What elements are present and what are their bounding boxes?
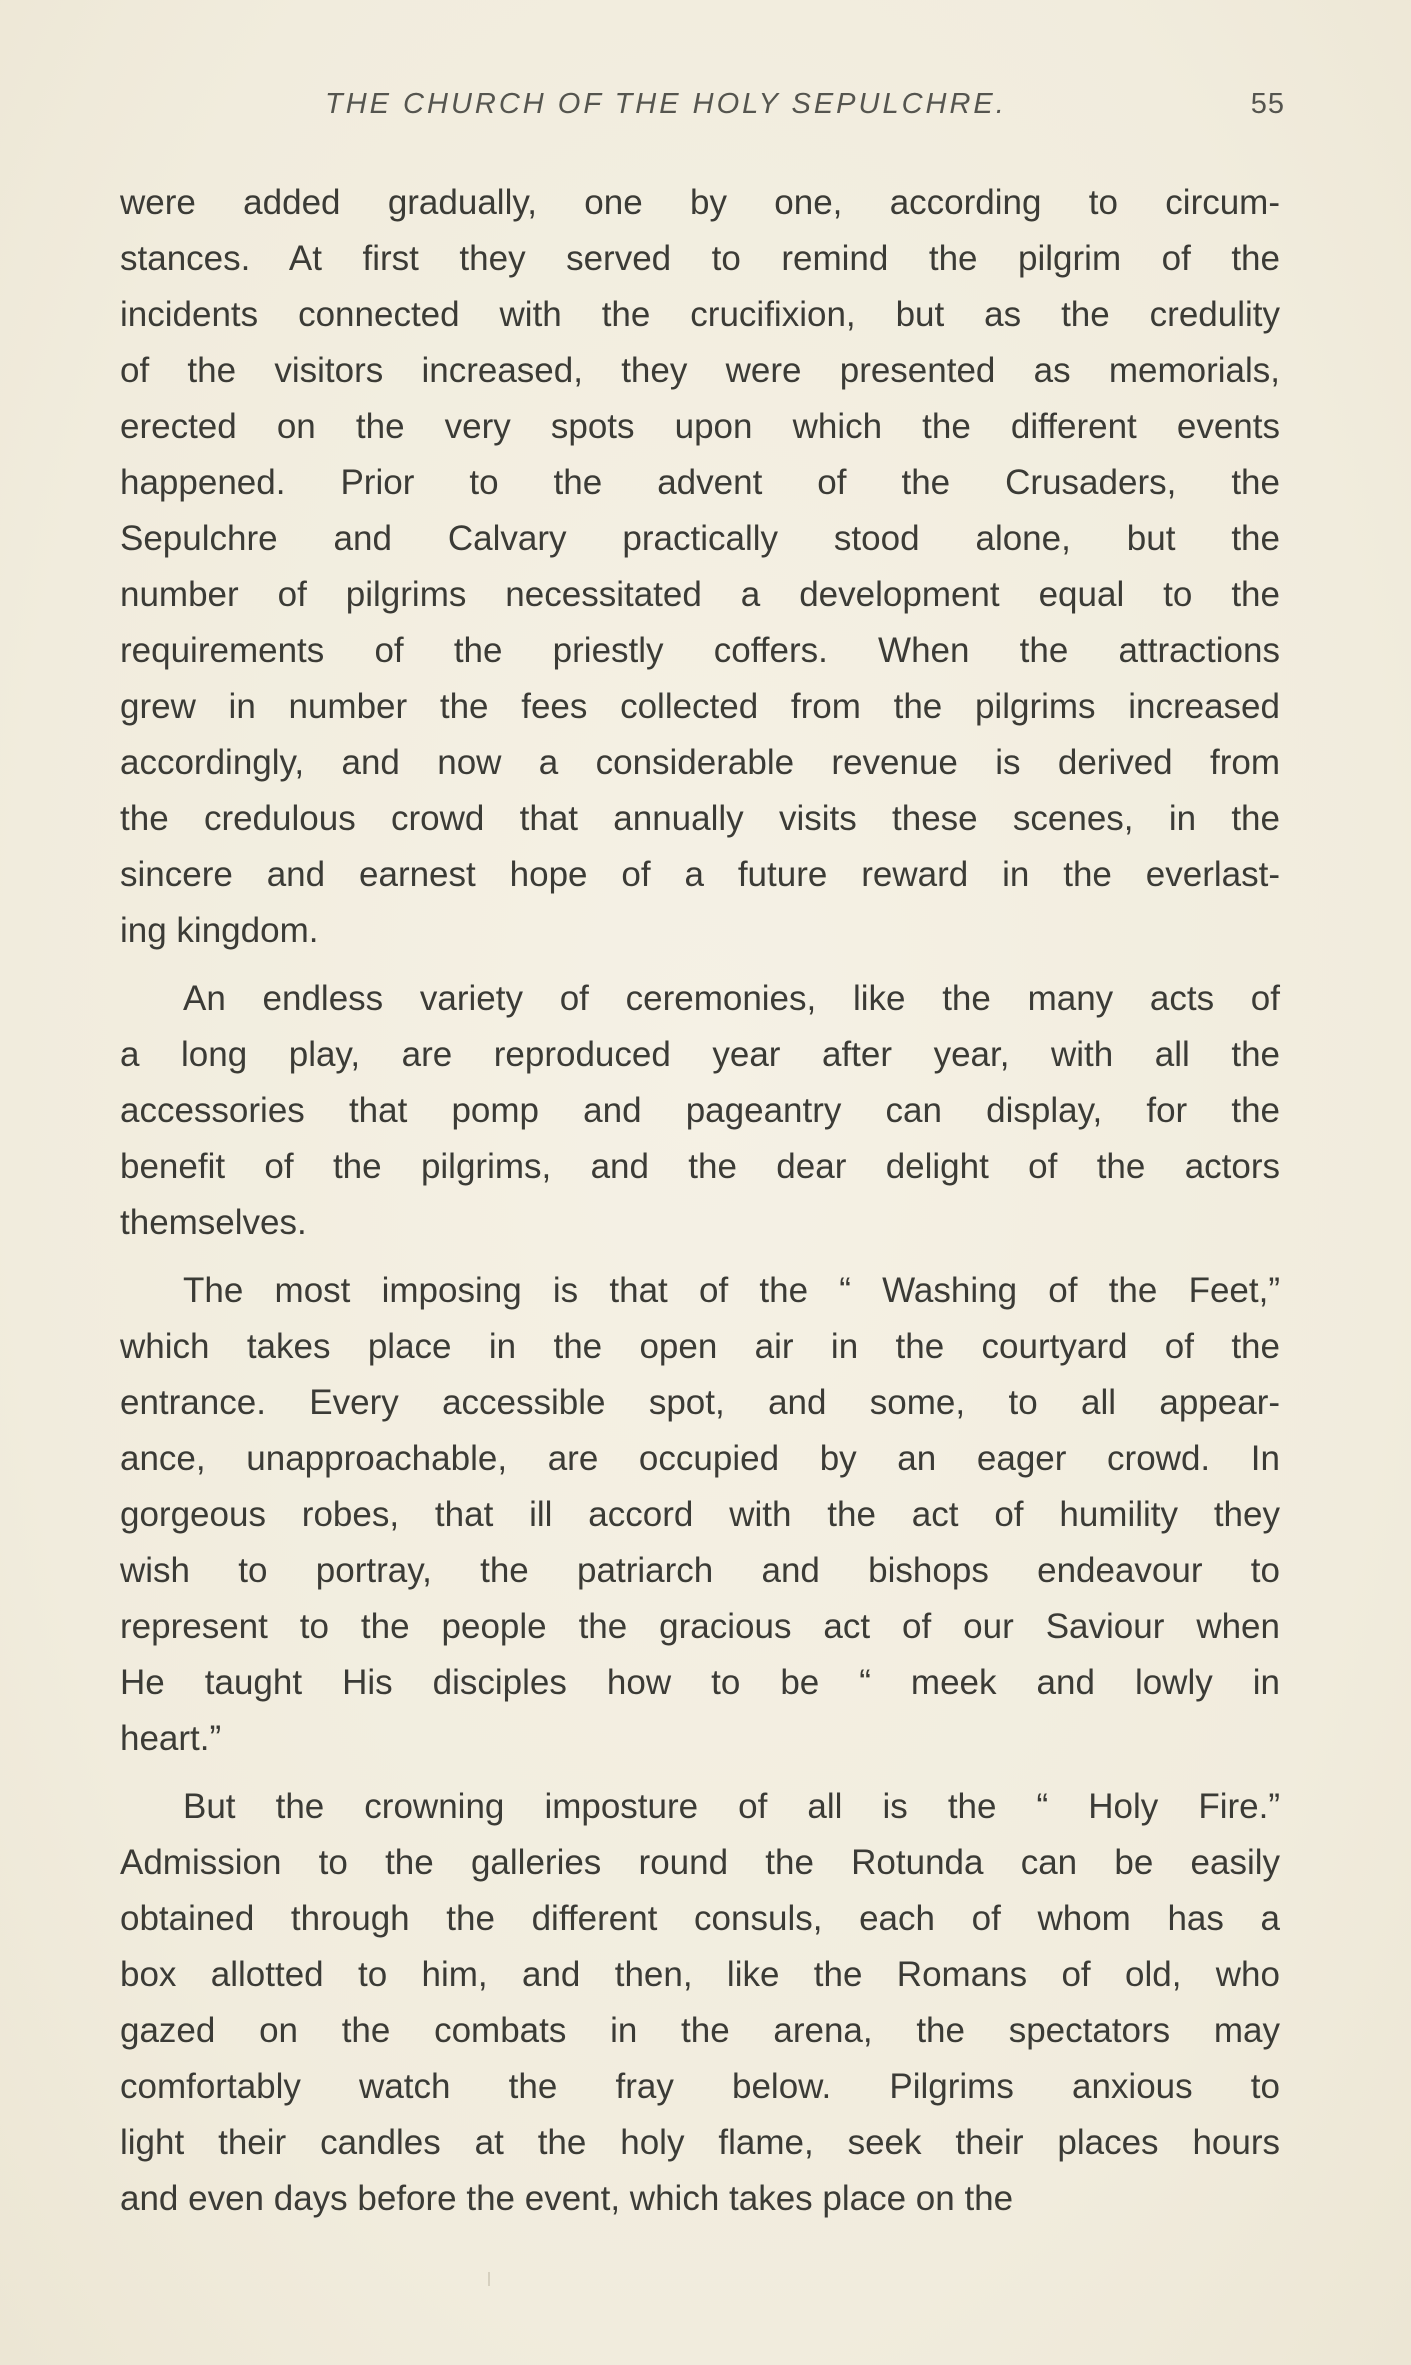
text-line: The most imposing is that of the “ Washing of the Feet,”	[183, 1271, 1280, 1310]
text-line: gazed on the combats in the arena, the spectators may	[120, 2011, 1280, 2050]
page-number: 55	[1250, 88, 1285, 120]
text-line: Sepulchre and Calvary practically stood alone, but the	[120, 519, 1280, 558]
text-line: box allotted to him, and then, like the Romans of old, who	[120, 1955, 1280, 1994]
text-line: erected on the very spots upon which the different events	[120, 407, 1280, 446]
text-line: wish to portray, the patriarch and bishops endeavour to	[120, 1551, 1280, 1590]
text-line: represent to the people the gracious act of our Saviour when	[120, 1607, 1280, 1646]
paper-speck	[488, 2272, 490, 2286]
text-line: number of pilgrims necessitated a development equal to the	[120, 575, 1280, 614]
paragraph	[120, 971, 1280, 1251]
text-line: a long play, are reproduced year after year, with all the	[120, 1035, 1280, 1074]
text-line: grew in number the fees collected from the pilgrims increased	[120, 687, 1280, 726]
text-line: incidents connected with the crucifixion, but as the credulity	[120, 295, 1280, 334]
body-text	[120, 175, 1280, 2227]
paragraph	[120, 175, 1280, 959]
text-line: and even days before the event, which takes place on the	[120, 2179, 1014, 2218]
text-line: ing kingdom.	[120, 911, 319, 950]
text-line: gorgeous robes, that ill accord with the act of humility they	[120, 1495, 1280, 1534]
running-head	[120, 88, 1285, 128]
text-line: light their candles at the holy flame, seek their places hours	[120, 2123, 1280, 2162]
text-line: which takes place in the open air in the courtyard of the	[120, 1327, 1280, 1366]
text-line: He taught His disciples how to be “ meek and lowly in	[120, 1663, 1280, 1702]
text-line: accordingly, and now a considerable revenue is derived from	[120, 743, 1280, 782]
text-line: An endless variety of ceremonies, like the many acts of	[183, 979, 1280, 1018]
text-line: ance, unapproachable, are occupied by an eager crowd. In	[120, 1439, 1280, 1478]
text-line: benefit of the pilgrims, and the dear delight of the actors	[120, 1147, 1280, 1186]
text-line: of the visitors increased, they were presented as memorials,	[120, 351, 1280, 390]
text-line: sincere and earnest hope of a future reward in the everlast-	[120, 855, 1280, 894]
text-line: entrance. Every accessible spot, and some, to all appear-	[120, 1383, 1280, 1422]
text-line: Admission to the galleries round the Rotunda can be easily	[120, 1843, 1280, 1882]
paragraph	[120, 1263, 1280, 1767]
text-line: accessories that pomp and pageantry can display, for the	[120, 1091, 1280, 1130]
text-line: But the crowning imposture of all is the “ Holy Fire.”	[183, 1787, 1280, 1826]
text-line: were added gradually, one by one, according to circum-	[120, 183, 1280, 222]
text-line: obtained through the different consuls, each of whom has a	[120, 1899, 1280, 1938]
text-line: requirements of the priestly coffers. When the attractions	[120, 631, 1280, 670]
chapter-title: THE CHURCH OF THE HOLY SEPULCHRE.	[325, 88, 1007, 120]
text-line: the credulous crowd that annually visits these scenes, in the	[120, 799, 1280, 838]
paragraph	[120, 1779, 1280, 2227]
text-line: themselves.	[120, 1203, 307, 1242]
text-line: heart.”	[120, 1719, 222, 1758]
text-line: comfortably watch the fray below. Pilgrims anxious to	[120, 2067, 1280, 2106]
text-line: stances. At first they served to remind the pilgrim of the	[120, 239, 1280, 278]
text-line: happened. Prior to the advent of the Crusaders, the	[120, 463, 1280, 502]
